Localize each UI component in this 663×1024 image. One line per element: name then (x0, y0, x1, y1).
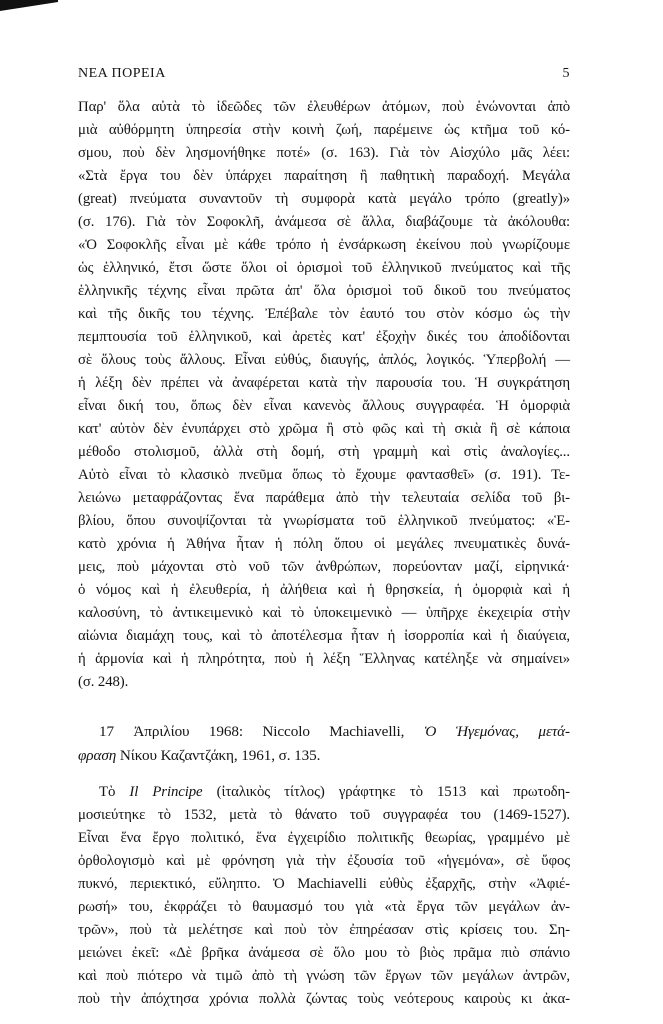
text-line: ὀρθολογισμὸ καὶ μὲ φρόνηση γιὰ τὴν ἐξουσία τοῦ «ἡγεμόνα», σὲ ὕφος (78, 853, 570, 869)
text-line: μιὰ αὐθόρμητη ὑπηρεσία στὴν κοινὴ ζωή, παρέμεινε ὡς κτῆμα τοῦ κό- (78, 122, 570, 138)
text-line: μέθοδο στολισμοῦ, ἀλλὰ στὴ δομή, στὴ γραμμὴ καὶ στὶς ἀναλογίες... (78, 444, 570, 460)
body-first-rest: (ἰταλικὸς τίτλος) γράφτηκε τὸ 1513 καὶ πρωτοδη- (202, 784, 570, 800)
text-line: μοσιεύτηκε τὸ 1532, μετὰ τὸ θάνατο τοῦ συγγραφέα του (1469-1527). (78, 807, 570, 823)
text-line: «Ὁ Σοφοκλῆς εἶναι μὲ κάθε τρόπο ἡ ἐνσάρκωση ἐκείνου ποὺ γνωρίζουμε (78, 237, 570, 253)
entry-heading-title: Ὁ Ἡγεμόνας, μετά- (423, 723, 571, 740)
entry-heading-line (78, 744, 570, 767)
text-line: καλοσύνη, τὸ ἀντικειμενικὸ καὶ τὸ ὑποκειμενικὸ — ὑπῆρχε ἐκεχειρία στὴν (78, 605, 570, 621)
body-first-prefix: Τὸ (99, 784, 130, 800)
text-line: καὶ ποὺ πιότερο νὰ τιμῶ ἀπὸ τὴ γνώση τῶν ἔργων τῶν μεγάλων ἀντρῶν, (78, 968, 570, 984)
text-line: ἡ λέξη δὲν πρέπει νὰ ἀναφέρεται κατὰ τὴν παρουσία του. Ἡ συγκράτηση (78, 375, 570, 391)
page-number: 5 (562, 66, 570, 81)
text-line: ἑλληνικῆς τέχνης εἶναι πρῶτα ἀπ' ὅλα ὁρισμοὶ τοῦ δικοῦ του πνεύματος (78, 283, 570, 299)
text-line: ποὺ τὴν ἀπόχτησα χρόνια πολλὰ ζώντας τοὺς νεότερους καιροὺς κι ἀκα- (78, 991, 570, 1007)
text-line: (σ. 248). (78, 674, 129, 690)
scan-edge-mark (0, 0, 58, 11)
entry-heading-line (99, 720, 570, 743)
entry-heading-prefix: 17 Ἀπριλίου 1968: Niccolo Machiavelli, (99, 723, 424, 740)
text-line: μειώνει ἐκεῖ: «Δὲ βρῆκα ἀνάμεσα σὲ ὅλο μου τὸ βιὸς πρᾶμα πιὸ σπάνιο (78, 945, 570, 961)
text-line: ρωσή» του, ἐκφράζει τὸ θαυμασμό του γιὰ «τὰ ἔργα τῶν μεγάλων ἀν- (78, 899, 570, 915)
running-title: ΝΕΑ ΠΟΡΕΙΑ (78, 66, 166, 81)
page-header (78, 66, 570, 88)
text-line: ἡ ἁρμονία καὶ ἡ πληρότητα, ποὺ ἡ λέξη Ἕλληνας κατέληξε νὰ σημαίνει» (78, 651, 570, 667)
text-line: σὲ ὅλους τοὺς ἄλλους. Εἶναι εὐθύς, διαυγής, ἁπλός, λογικός. Ὑπερβολή — (78, 352, 570, 368)
text-line: μεις, ποὺ μάχονται στὸ νοῦ τῶν ἀνθρώπων, πορεύονταν μαζί, εἰρηνικά· (78, 559, 570, 575)
text-line: σμου, ποὺ δὲν λησμονήθηκε ποτέ» (σ. 163). Γιὰ τὸν Αἰσχύλο μᾶς λέει: (78, 145, 570, 161)
text-line: τρῶν», ποὺ τὰ μελέτησε καὶ ποὺ τὸν ἐπηρέασαν στὶς κρίσεις του. Ση- (78, 922, 570, 938)
text-line: ὡς ἑλληνικό, ἔτσι ὥστε ὅλοι οἱ ὁρισμοὶ τοῦ ἑλληνικοῦ πνεύματος καὶ τῆς (78, 260, 570, 276)
text-line: (great) πνεύματα συναντοῦν τὴ συμφορὰ κατὰ μεγάλο τρόπο (greatly)» (78, 191, 570, 207)
text-line: Αὐτὸ εἶναι τὸ κλασικὸ πνεῦμα ὅπως τὸ ἔχουμε φαντασθεῖ» (σ. 191). Τε- (78, 467, 570, 483)
text-line: βλίου, ὅπου συνοψίζονται τὰ γνωρίσματα τοῦ ἑλληνικοῦ πνεύματος: «Ἑ- (78, 513, 570, 529)
book-title-italic: Il Principe (129, 784, 203, 800)
text-line: κατ' αὐτὸν δὲν ἐνυπάρχει στὸ χρῶμα ἢ στὸ φῶς καὶ τὴ σκιὰ ἢ σὲ κάποια (78, 421, 570, 437)
text-line: λειώνω μεταφράζοντας ἕνα παράθεμα ἀπὸ τὴν τελευταία σελίδα τοῦ βι- (78, 490, 570, 506)
text-line: κατὸ χρόνια ἡ Ἀθήνα ἦταν ἡ πόλη ὅπου οἱ μεγάλες πνευματικὲς δυνά- (78, 536, 570, 552)
text-line: αἰώνια διαμάχη τους, καὶ τὸ ἀποτέλεσμα ἦταν ἡ ἰσορροπία καὶ ἡ διαύγεια, (78, 628, 570, 644)
text-line: πεμπτουσία τοῦ ἑλληνικοῦ, καὶ ἀρετὲς κατ' ἐξοχὴν δικές του ἀποδίδονται (78, 329, 570, 345)
text-line (99, 781, 570, 804)
text-line: (σ. 176). Γιὰ τὸν Σοφοκλῆ, ἀνάμεσα σὲ ἄλλα, διαβάζουμε τὰ ἀκόλουθα: (78, 214, 570, 230)
text-line: «Στὰ ἔργα του δὲν ὑπάρχει παραίτηση ἢ παθητικὴ παραδοχή. Μεγάλα (78, 168, 570, 184)
entry-heading-italic: φραση (78, 747, 117, 764)
text-line: πυκνό, περιεκτικό, εὔληπτο. Ὁ Machiavelli εὐθὺς ἐξαρχῆς, στὴν «Ἀφιέ- (78, 876, 570, 892)
text-line: ὁ νόμος καὶ ἡ ἐλευθερία, ἡ ἀλήθεια καὶ ἡ θρησκεία, ἡ ὀμορφιὰ καὶ ἡ (78, 582, 570, 598)
text-line: εἶναι δική του, ὅπως δὲν εἶναι κανενὸς ἄλλους συγγραφέα. Ἡ ὁμορφιὰ (78, 398, 570, 414)
text-line: Εἶναι ἕνα ἔργο πολιτικό, ἕνα ἐγχειρίδιο πολιτικῆς θεωρίας, γραμμένο μὲ (78, 830, 570, 846)
text-line: Παρ' ὅλα αὐτὰ τὸ ἰδεῶδες τῶν ἐλευθέρων ἀτόμων, ποὺ ἑνώνονται ἀπὸ (78, 99, 570, 115)
text-line: καὶ τῆς δικῆς του τέχνης. Ἐπέβαλε τὸν ἑαυτό του στὸν κόσμο ὡς τὴν (78, 306, 570, 322)
entry-heading-rest: Νίκου Καζαντζάκη, 1961, σ. 135. (116, 747, 321, 764)
